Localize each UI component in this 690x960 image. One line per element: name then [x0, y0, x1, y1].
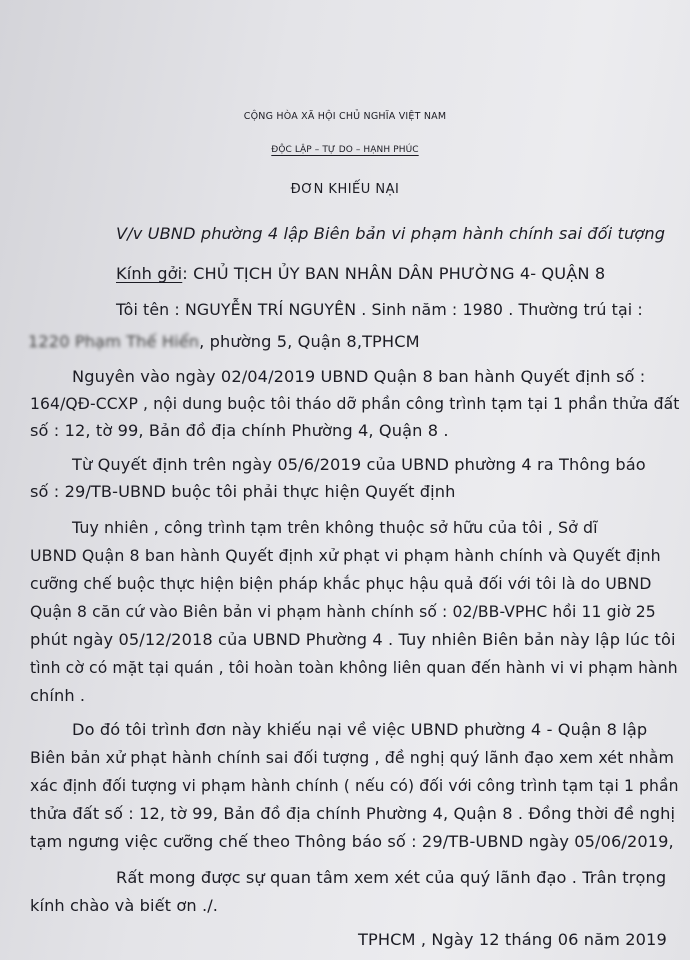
p1-line-3: số : 12, tờ 99, Bản đồ địa chính Phường 4, Quận 8 . [30, 421, 449, 440]
subject-line: V/v UBND phường 4 lập Biên bản vi phạm hành chính sai đối tượng [116, 224, 666, 243]
address-line [28, 332, 420, 352]
document-title: ĐƠN KHIẾU NẠI [290, 182, 400, 197]
p1-line-1: Nguyên vào ngày 02/04/2019 UBND Quận 8 ban hành Quyết định số : [72, 367, 646, 386]
p2-line-2: số : 29/TB-UBND buộc tôi phải thực hiện Quyết định [30, 482, 456, 501]
p3-line-3: cưỡng chế buộc thực hiện biện pháp khắc phục hậu quả đối với tôi là do UBND [30, 575, 652, 593]
identity-line: Tôi tên : NGUYỄN TRÍ NGUYÊN . Sinh năm : 1980 . Thường trú tại : [116, 300, 643, 319]
p4-line-3: xác định đối tượng vi phạm hành chính ( nếu có) đối với công trình tạm tại 1 phần [30, 777, 679, 795]
redacted-address: 1220 Phạm Thế Hiển [28, 332, 200, 351]
p2-line-1: Từ Quyết định trên ngày 05/6/2019 của UBND phường 4 ra Thông báo [72, 455, 646, 474]
p3-line-7: chính . [30, 686, 86, 705]
recipient-line [116, 264, 605, 284]
p1-line-2: 164/QĐ-CCXP , nội dung buộc tôi tháo dỡ phần công trình tạm tại 1 phần thửa đất [30, 395, 680, 413]
address-rest: , phường 5, Quận 8,TPHCM [199, 332, 420, 351]
motto-heading: ĐỘC LẬP – TỰ DO – HẠNH PHÚC [271, 145, 419, 155]
recipient-label: Kính gởi [116, 264, 183, 283]
p3-line-5: phút ngày 05/12/2018 của UBND Phường 4 . Tuy nhiên Biên bản này lập lúc tôi [30, 630, 676, 649]
p3-line-2: UBND Quận 8 ban hành Quyết định xử phạt vi phạm hành chính và Quyết định [30, 546, 661, 565]
p3-line-1: Tuy nhiên , công trình tạm trên không thuộc sở hữu của tôi , Sở dĩ [72, 518, 598, 537]
p3-line-4: Quận 8 căn cứ vào Biên bản vi phạm hành chính số : 02/BB-VPHC hồi 11 giờ 25 [30, 603, 656, 621]
recipient-value: : CHỦ TỊCH ỦY BAN NHÂN DÂN PHƯỜNG 4- QUẬN 8 [182, 264, 606, 283]
p4-line-4: thửa đất số : 12, tờ 99, Bản đồ địa chính Phường 4, Quận 8 . Đồng thời đề nghị [30, 804, 676, 823]
date-line: TPHCM , Ngày 12 tháng 06 năm 2019 [358, 930, 667, 949]
nation-heading: CỘNG HÒA XÃ HỘI CHỦ NGHĨA VIỆT NAM [243, 111, 447, 122]
p4-line-1: Do đó tôi trình đơn này khiếu nại về việc UBND phường 4 - Quận 8 lập [72, 720, 648, 739]
p5-line-2: kính chào và biết ơn ./. [30, 896, 218, 915]
p4-line-2: Biên bản xử phạt hành chính sai đối tượng , đề nghị quý lãnh đạo xem xét nhằm [30, 748, 675, 767]
p3-line-6: tình cờ có mặt tại quán , tôi hoàn toàn không liên quan đến hành vi vi phạm hành [30, 659, 678, 677]
p5-line-1: Rất mong được sự quan tâm xem xét của quý lãnh đạo . Trân trọng [116, 868, 667, 887]
p4-line-5: tạm ngưng việc cưỡng chế theo Thông báo số : 29/TB-UBND ngày 05/06/2019, [30, 832, 674, 851]
